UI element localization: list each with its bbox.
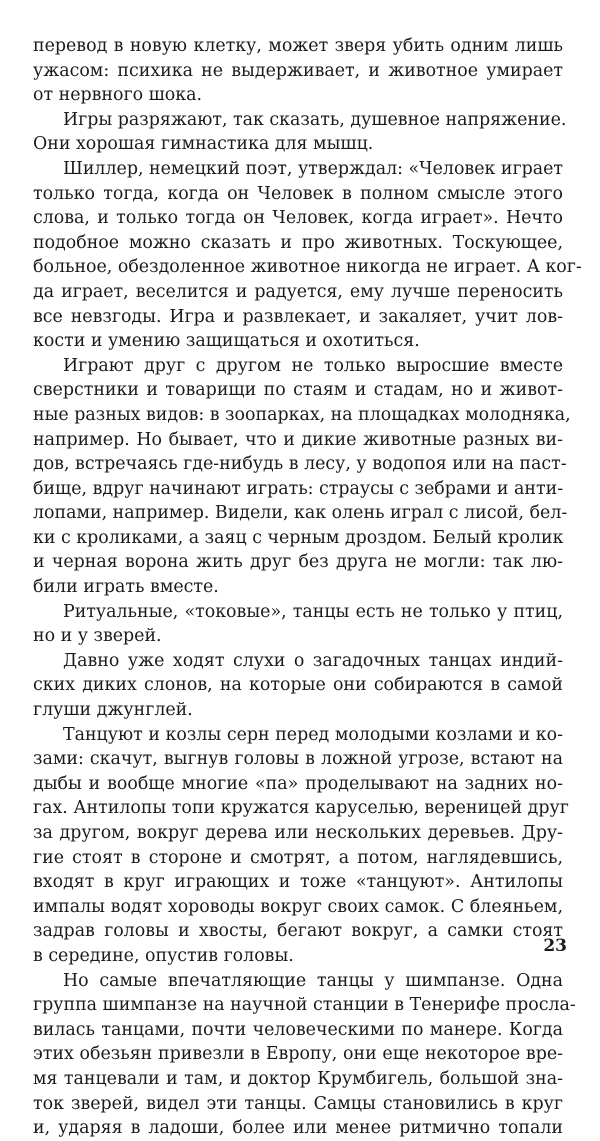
text-line: ные разных видов: в зоопарках, на площадках молодняка, <box>33 404 571 425</box>
text-line: группа шимпанзе на научной станции в Тенерифе просла- <box>33 995 576 1016</box>
text-line: ки с кроликами, а заяц с черным дроздом. Белый кролик <box>33 527 564 548</box>
text-line: за другом, вокруг дерева или нескольких деревьев. Дру- <box>33 823 563 843</box>
text-line: глуши джунглей. <box>33 700 193 721</box>
text-line: гах. Антилопы топи кружатся каруселью, вереницей друг <box>33 798 569 819</box>
text-line: импалы водят хороводы вокруг своих самок. С блеяньем, <box>33 896 563 917</box>
paragraph <box>33 108 567 157</box>
paragraph <box>33 157 582 354</box>
text-line: Они хорошая гимнастика для мышц. <box>33 134 374 155</box>
text-line: мя танцевали и там, и доктор Крумбигель, большой зна- <box>33 1068 563 1089</box>
text-line: сверстники и товарищи по стаям и стадам, но и живот- <box>33 380 563 401</box>
page-number: 23 <box>543 936 567 956</box>
text-line: подобное можно сказать и про животных. Тоскующее, <box>33 232 563 253</box>
text-line: Играют друг с другом не только выросшие вместе <box>63 355 563 376</box>
text-line: Игры разряжают, так сказать, душевное напряжение. <box>63 109 567 130</box>
text-line: Но самые впечатляющие танцы у шимпанзе. Одна <box>63 970 563 991</box>
text-line: входят в круг играющих и тоже «танцуют». Антилопы <box>33 872 563 893</box>
text-line: лопами, например. Видели, как олень играл с лисой, бел- <box>33 503 568 524</box>
paragraph <box>33 34 563 108</box>
paragraph <box>33 354 571 600</box>
text-line: больное, обездоленное животное никогда не играет. А ког- <box>33 257 582 278</box>
text-line: Ритуальные, «токовые», танцы есть не только у птиц, <box>63 601 563 622</box>
text-line: ских диких слонов, на которые они собираются в самой <box>33 675 563 696</box>
text-line: например. Но бывает, что и дикие животные разных ви- <box>33 429 563 450</box>
text-line: только тогда, когда он Человек в полном смысле этого <box>33 183 563 204</box>
text-line: и черная ворона жить друг без друга не могли: так лю- <box>33 552 563 573</box>
text-line: дыбы и вообще многие «па» проделывают на задних но- <box>33 773 563 794</box>
page-body-text <box>33 34 582 1141</box>
text-line: ток зверей, видел эти танцы. Самцы становились в круг <box>33 1093 563 1114</box>
paragraph <box>33 600 563 649</box>
text-line: и, ударяя в ладоши, более или менее ритмично топали <box>33 1118 563 1139</box>
text-line: задрав головы и хвосты, бегают вокруг, а самки стоят <box>33 921 563 942</box>
text-line: дов, встречаясь где-нибудь в лесу, у водопоя или на паст- <box>33 454 567 475</box>
text-line: гие стоят в стороне и смотрят, а потом, наглядевшись, <box>33 847 563 868</box>
text-line: Шиллер, немецкий поэт, утверждал: «Человек играет <box>63 158 564 179</box>
text-line: кости и умению защищаться и охотиться. <box>33 331 420 352</box>
text-line: этих обезьян привезли в Европу, они еще некоторое вре- <box>33 1044 563 1065</box>
text-line: зами: скачут, выгнув головы в ложной угрозе, встают на <box>33 749 563 770</box>
text-line: но и у зверей. <box>33 626 162 647</box>
text-line: от нервного шока. <box>33 85 202 106</box>
text-line: Давно уже ходят слухи о загадочных танцах индий- <box>63 650 563 671</box>
text-line: перевод в новую клетку, может зверя убить одним лишь <box>33 36 563 56</box>
text-line: слова, и только тогда он Человек, когда играет». Нечто <box>33 208 563 229</box>
text-line: били играть вместе. <box>33 577 219 598</box>
text-line: вилась танцами, почти человеческими по манере. Когда <box>33 1019 563 1040</box>
paragraph <box>33 969 576 1141</box>
text-line: ужасом: психика не выдерживает, и животное умирает <box>33 60 563 81</box>
text-line: Танцуют и козлы серн перед молодыми козлами и ко- <box>63 724 563 745</box>
paragraph <box>33 649 563 723</box>
text-line: в середине, опустив головы. <box>33 945 294 966</box>
text-line: бище, вдруг начинают играть: страусы с зебрами и анти- <box>33 478 564 499</box>
text-line: да играет, веселится и радуется, ему лучше переносить <box>33 281 563 302</box>
text-line: все невзгоды. Игра и развлекает, и закаляет, учит лов- <box>33 306 563 327</box>
paragraph <box>33 723 569 969</box>
